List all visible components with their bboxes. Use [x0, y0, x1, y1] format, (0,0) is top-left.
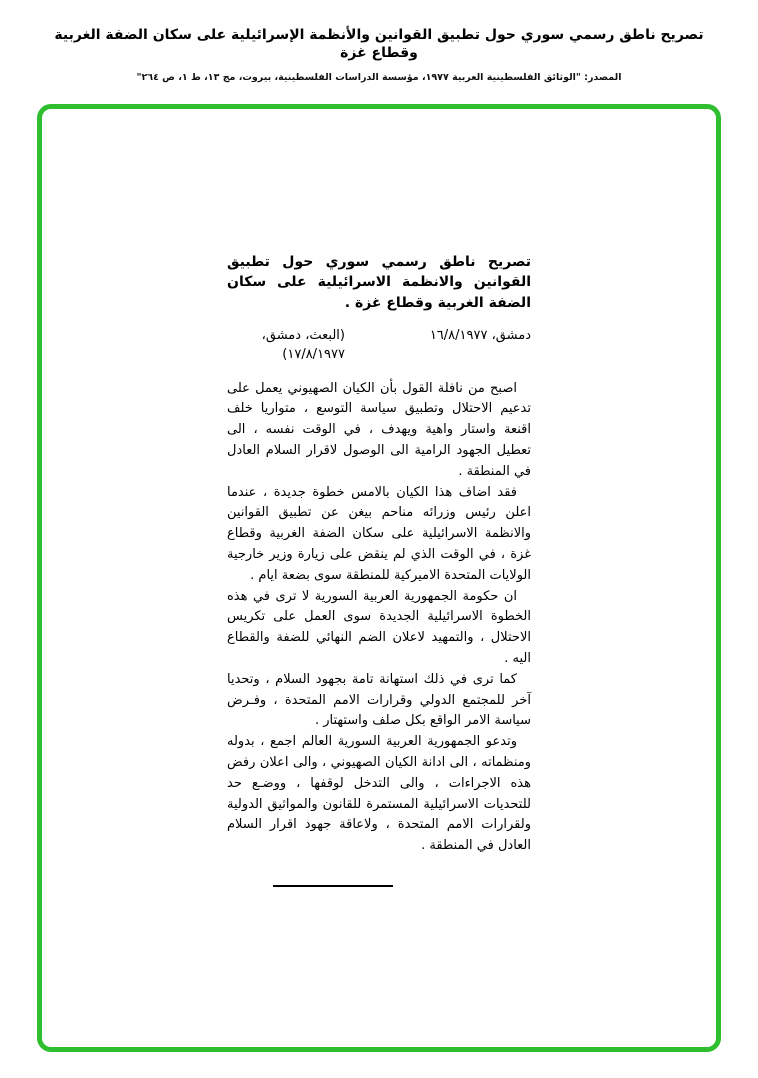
source-citation: المصدر: "الوثائق الفلسطينية العربية ١٩٧٧، مؤسسة الدراسات الفلسطينية، بيروت، مج ١٣، ط ١، ص ٢٦٤": [136, 72, 622, 84]
dateline-publication: (البعث، دمشق، ١٧/٨/١٩٧٧): [261, 327, 345, 362]
page-title: تصريح ناطق رسمي سوري حول تطبيق القوانين والأنظمة الإسرائيلية على سكان الضفة الغربية وقطاع غزة: [54, 27, 704, 62]
dateline: [227, 327, 531, 365]
paragraph: كما ترى في ذلك استهانة تامة بجهود السلام ، وتحديا آخر للمجتمع الدولي وقرارات الامم المتحدة ، وفـرض سياسة الامر الواقع بكل صلف واستهتار .: [227, 671, 531, 729]
document-title: تصريح ناطق رسمي سوري حول تطبيق القوانين والانظمة الاسرائيلية على سكان الضفة الغربية وقطاع غزة .: [227, 254, 531, 311]
page-header: [0, 0, 758, 83]
paragraph: وتدعو الجمهورية العربية السورية العالم اجمع ، بدوله ومنظماته ، الى ادانة الكيان الصهيوني ، والى اعلان رفض هذه الاجراءات ، والى التدخل لوقفها ، ووضـع حد للتحديات الاسرائيلية المستمرة للقانون والمواثيق الدولية ولقرارات الامم المتحدة ، ولاعاقة جهود اقرار السلام العادل في المنطقة .: [227, 734, 531, 854]
paragraph: فقد اضاف هذا الكيان بالامس خطوة جديدة ، عندما اعلن رئيس وزرائه مناحم بيغن عن تطبيق القوانين والانظمة الاسرائيلية على سكان الضفة الغربية وقطاع غزة ، في الوقت الذي لم ينقض على زيارة وزير خارجية الولايات المتحدة الاميركية للمنطقة سوى بضعة ايام .: [227, 484, 531, 583]
document-body: [227, 379, 531, 857]
document-content: [227, 252, 531, 887]
paragraph: ان حكومة الجمهورية العربية السورية لا ترى في هذه الخطوة الاسرائيلية الجديدة سوى العمل على تكريس الاحتلال ، والتمهيد لاعلان الضم النهائي للضفة والقطاع اليه .: [227, 588, 531, 666]
document-frame: [37, 104, 721, 1052]
footnote-rule: [273, 885, 393, 887]
dateline-place-date: دمشق، ١٦/٨/١٩٧٧: [429, 327, 531, 343]
paragraph: اصبح من نافلة القول بأن الكيان الصهيوني يعمل على تدعيم الاحتلال وتطبيق سياسة التوسع ، متواريا خلف اقنعة واستار واهية ويهدف ، في الوقت نفسه ، الى تعطيل الجهود الرامية الى الوصول لاقرار السلام العادل في المنطقة .: [227, 380, 531, 479]
